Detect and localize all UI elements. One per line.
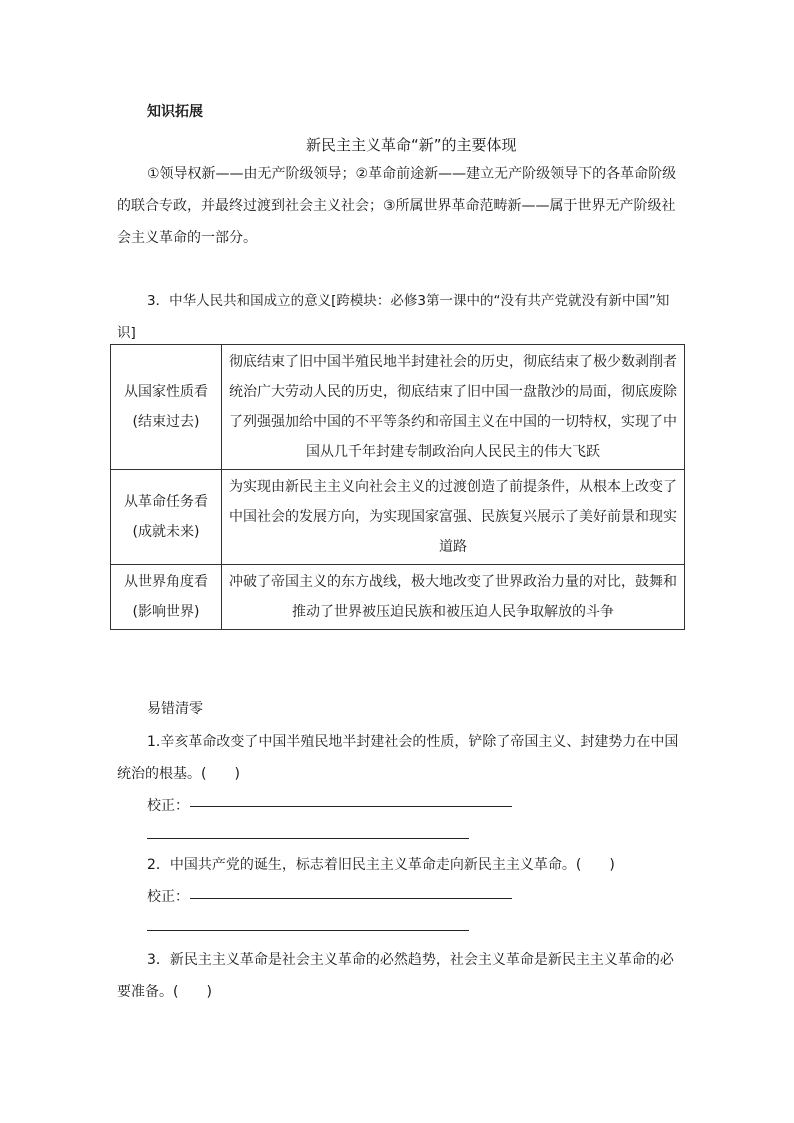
significance-table: [110, 344, 685, 630]
row-content: 为实现由新民主主义向社会主义的过渡创造了前提条件，从根本上改变了中国社会的发展方向，为实现国家富强、民族复兴展示了美好前景和现实道路: [222, 470, 685, 565]
row-content: 冲破了帝国主义的东方战线，极大地改变了世界政治力量的对比，鼓舞和推动了世界被压迫民族和被压迫人民争取解放的斗争: [222, 565, 685, 630]
extension-title: 新民主主义革命“新”的主要体现: [306, 136, 517, 154]
correction-line[interactable]: [147, 930, 469, 931]
table-row: [111, 470, 685, 565]
correction-label: 校正：: [147, 798, 189, 814]
correction-line[interactable]: [147, 838, 469, 839]
question-2: 2．中国共产党的诞生，标志着旧民主主义革命走向新民主主义革命。( ): [147, 857, 615, 873]
row-header-sub: (结束过去): [132, 414, 200, 430]
row-header: [111, 345, 222, 470]
row-header-sub: (影响世界): [132, 604, 200, 620]
row-header: [111, 565, 222, 630]
row-header-line: 从革命任务看: [124, 494, 208, 510]
section-3-intro: 3．中华人民共和国成立的意义[跨模块：必修3第一课中的“没有共产党就没有新中国”知识]: [117, 293, 670, 341]
extension-body: ①领导权新——由无产阶级领导；②革命前途新——建立无产阶级领导下的各革命阶级的联合专政，并最终过渡到社会主义社会；③所属世界革命范畴新——属于世界无产阶级社会主义革命的一部分。: [117, 166, 677, 246]
row-header-line: 从世界角度看: [124, 574, 208, 590]
question-1: 1.辛亥革命改变了中国半殖民地半封建社会的性质，铲除了帝国主义、封建势力在中国统治的根基。( ): [117, 734, 679, 782]
correction-label: 校正：: [147, 889, 189, 905]
correction-line[interactable]: [190, 898, 512, 899]
question-3: 3．新民主主义革命是社会主义革命的必然趋势，社会主义革命是新民主主义革命的必要准备。( ): [117, 952, 674, 1000]
row-header: [111, 470, 222, 565]
table-row: [111, 565, 685, 630]
row-content: 彻底结束了旧中国半殖民地半封建社会的历史，彻底结束了极少数剥削者统治广大劳动人民的历史，彻底结束了旧中国一盘散沙的局面，彻底废除了列强强加给中国的不平等条约和帝国主义在中国的一切特权，实现了中国从几千年封建专制政治向人民民主的伟大飞跃: [222, 345, 685, 470]
correction-line[interactable]: [190, 806, 512, 807]
table-row: [111, 345, 685, 470]
row-header-sub: (成就未来): [132, 524, 200, 540]
error-clear-heading: 易错清零: [147, 701, 203, 717]
knowledge-extension-heading: 知识拓展: [147, 104, 203, 120]
row-header-line: 从国家性质看: [124, 384, 208, 400]
